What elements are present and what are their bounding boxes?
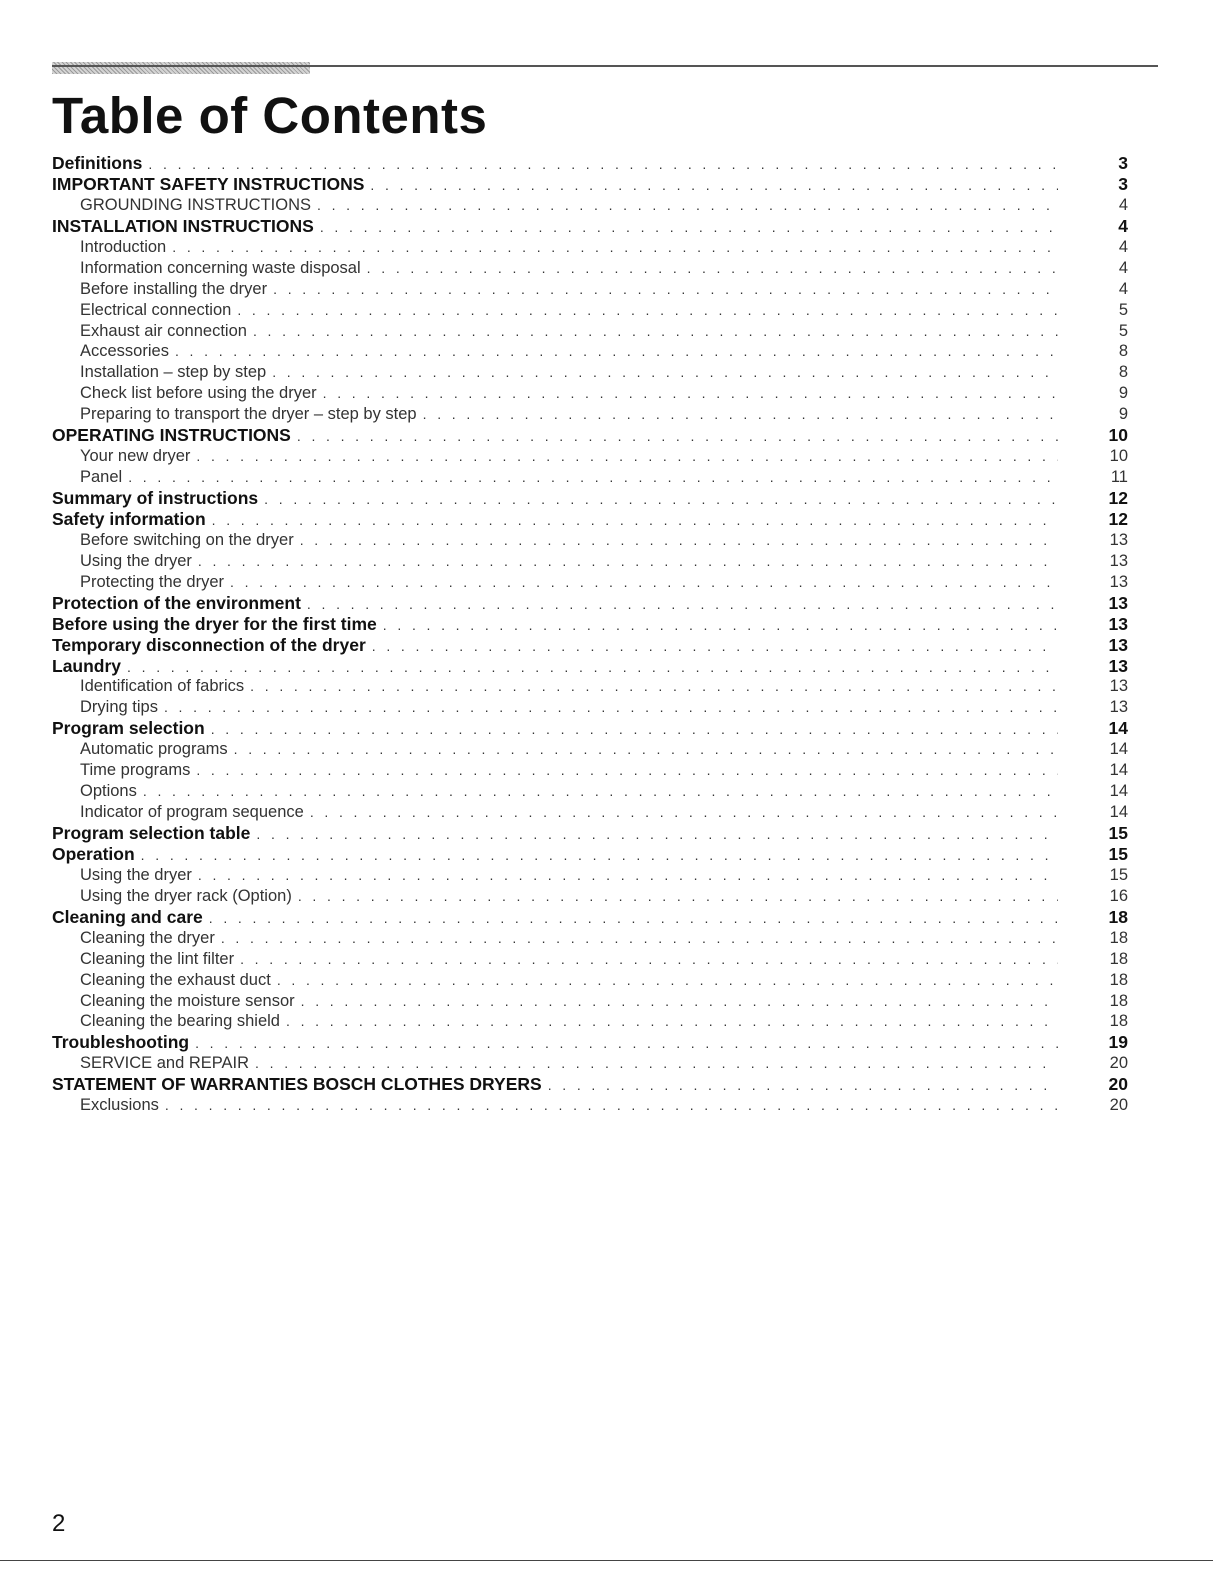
dot-leader (277, 970, 1058, 991)
toc-entry-page: 13 (1109, 698, 1128, 717)
toc-list (52, 153, 1128, 1116)
toc-entry-page: 3 (1118, 153, 1128, 173)
dot-leader (128, 467, 1058, 488)
toc-subentry[interactable] (52, 697, 1128, 718)
toc-subentry[interactable] (52, 1095, 1128, 1116)
toc-entry-page: 4 (1118, 195, 1128, 214)
toc-entry-title: Summary of instructions (52, 488, 259, 508)
toc-subentry[interactable] (52, 760, 1128, 781)
toc-entry[interactable] (52, 907, 1128, 928)
toc-subentry[interactable] (52, 781, 1128, 802)
toc-entry-title: Operation (52, 843, 135, 864)
toc-subentry[interactable] (52, 1011, 1128, 1032)
toc-entry-title: Protecting the dryer (80, 572, 224, 591)
dot-leader (196, 446, 1058, 467)
toc-entry-page: 10 (1109, 447, 1128, 466)
toc-entry-title: Check list before using the dryer (80, 384, 317, 403)
toc-subentry[interactable] (52, 258, 1128, 279)
toc-subentry[interactable] (52, 572, 1128, 593)
dot-leader (198, 551, 1058, 572)
toc-entry-title: Laundry (52, 655, 122, 676)
toc-entry-page: 8 (1118, 342, 1128, 361)
toc-entry-title: Using the dryer rack (Option) (80, 886, 292, 905)
dot-leader (221, 928, 1058, 949)
toc-entry-title: Preparing to transport the dryer – step by step (80, 405, 417, 424)
toc-entry-page: 20 (1108, 1074, 1128, 1095)
toc-entry-page: 4 (1118, 215, 1128, 236)
dot-leader (548, 1075, 1058, 1095)
header-bar (52, 62, 310, 74)
dot-leader (143, 781, 1058, 802)
toc-subentry[interactable] (52, 1053, 1128, 1074)
dot-leader (172, 237, 1058, 258)
toc-entry-page: 20 (1109, 1096, 1128, 1115)
dot-leader (307, 594, 1058, 614)
toc-entry-page: 4 (1118, 258, 1128, 277)
toc-entry-title: Installation – step by step (80, 363, 267, 382)
toc-entry-page: 12 (1108, 488, 1128, 508)
toc-entry-title: Identification of fabrics (80, 677, 245, 696)
dot-leader (323, 383, 1058, 404)
toc-subentry[interactable] (52, 739, 1128, 760)
toc-entry-title: Before switching on the dryer (80, 530, 294, 549)
toc-entry[interactable] (52, 488, 1128, 509)
toc-entry-title: IMPORTANT SAFETY INSTRUCTIONS (52, 173, 365, 194)
toc-entry-title: Protection of the environment (52, 592, 301, 613)
toc-subentry[interactable] (52, 383, 1128, 404)
dot-leader (175, 341, 1058, 362)
toc-entry-page: 11 (1110, 468, 1128, 487)
toc-entry[interactable] (52, 844, 1128, 865)
toc-subentry[interactable] (52, 237, 1128, 258)
dot-leader (240, 949, 1058, 970)
toc-entry-title: Indicator of program sequence (80, 803, 304, 822)
toc-subentry[interactable] (52, 551, 1128, 572)
toc-entry-page: 18 (1109, 970, 1128, 989)
toc-entry-title: Cleaning the moisture sensor (80, 991, 295, 1010)
toc-entry-page: 13 (1108, 655, 1128, 676)
bottom-rule (0, 1560, 1213, 1561)
toc-subentry[interactable] (52, 530, 1128, 551)
toc-subentry[interactable] (52, 195, 1128, 216)
dot-leader (367, 258, 1058, 279)
dot-leader (141, 845, 1058, 865)
toc-entry-page: 8 (1118, 363, 1128, 382)
dot-leader (234, 739, 1058, 760)
toc-entry-page: 5 (1118, 321, 1128, 340)
dot-leader (148, 154, 1058, 174)
toc-entry-title: Safety information (52, 508, 206, 529)
toc-entry-page: 16 (1109, 886, 1128, 905)
toc-entry-page: 18 (1109, 949, 1128, 968)
toc-entry-page: 13 (1109, 572, 1128, 591)
toc-entry-title: Troubleshooting (52, 1032, 190, 1053)
toc-entry-title: Before installing the dryer (80, 279, 268, 298)
toc-subentry[interactable] (52, 949, 1128, 970)
toc-entry-page: 12 (1108, 508, 1128, 529)
toc-entry-title: Introduction (80, 237, 167, 256)
page-number: 2 (52, 1510, 66, 1537)
toc-subentry[interactable] (52, 970, 1128, 991)
toc-entry-title: Program selection table (52, 823, 251, 843)
toc-entry-page: 15 (1109, 865, 1128, 884)
toc-subentry[interactable] (52, 676, 1128, 697)
toc-entry-page: 13 (1108, 634, 1128, 655)
toc-subentry[interactable] (52, 467, 1128, 488)
toc-entry-page: 14 (1109, 803, 1128, 822)
toc-subentry[interactable] (52, 404, 1128, 425)
toc-entry-title: GROUNDING INSTRUCTIONS (80, 195, 311, 214)
toc-entry-page: 5 (1118, 300, 1128, 319)
toc-entry-title: Cleaning the lint filter (80, 949, 235, 968)
toc-entry-page: 14 (1109, 782, 1128, 801)
toc-subentry[interactable] (52, 341, 1128, 362)
toc-entry[interactable] (52, 614, 1128, 635)
toc-entry-page: 14 (1109, 740, 1128, 759)
toc-entry-page: 19 (1108, 1032, 1128, 1053)
toc-entry-title: OPERATING INSTRUCTIONS (52, 425, 291, 446)
dot-leader (255, 1053, 1058, 1074)
dot-leader (164, 697, 1058, 718)
toc-entry-page: 18 (1109, 991, 1128, 1010)
toc-entry[interactable] (52, 823, 1128, 844)
toc-entry-page: 13 (1108, 613, 1128, 634)
toc-entry[interactable] (52, 425, 1128, 446)
toc-entry-page: 18 (1108, 906, 1128, 927)
dot-leader (264, 489, 1058, 509)
toc-entry-page: 15 (1108, 823, 1128, 843)
toc-subentry[interactable] (52, 886, 1128, 907)
toc-entry-title: Automatic programs (80, 740, 228, 759)
toc-entry-title: Using the dryer (80, 551, 192, 570)
dot-leader (372, 636, 1058, 656)
toc-entry-title: INSTALLATION INSTRUCTIONS (52, 215, 314, 236)
dot-leader (301, 991, 1058, 1012)
toc-entry-title: Exclusions (80, 1096, 159, 1115)
toc-entry-title: Accessories (80, 342, 169, 361)
toc-entry-page: 15 (1108, 843, 1128, 864)
page-title: Table of Contents (52, 87, 488, 144)
toc-entry[interactable] (52, 153, 1128, 174)
toc-entry-page: 4 (1118, 237, 1128, 256)
dot-leader (370, 175, 1058, 195)
toc-entry[interactable] (52, 635, 1128, 656)
toc-entry[interactable] (52, 216, 1128, 237)
toc-entry-page: 9 (1118, 384, 1128, 403)
toc-entry-title: Cleaning the exhaust duct (80, 970, 271, 989)
toc-entry-title: Drying tips (80, 698, 158, 717)
toc-subentry[interactable] (52, 362, 1128, 383)
toc-entry-page: 9 (1118, 405, 1128, 424)
toc-subentry[interactable] (52, 279, 1128, 300)
toc-entry-page: 18 (1109, 928, 1128, 947)
toc-entry-title: Options (80, 782, 137, 801)
dot-leader (286, 1011, 1058, 1032)
header-rule (52, 65, 1158, 67)
toc-entry-page: 4 (1118, 279, 1128, 298)
toc-entry-page: 18 (1109, 1012, 1128, 1031)
dot-leader (298, 886, 1058, 907)
dot-leader (230, 572, 1058, 593)
dot-leader (237, 300, 1058, 321)
toc-subentry[interactable] (52, 446, 1128, 467)
toc-entry[interactable] (52, 174, 1128, 195)
toc-subentry[interactable] (52, 802, 1128, 823)
toc-entry[interactable] (52, 509, 1128, 530)
dot-leader (211, 719, 1058, 739)
toc-subentry[interactable] (52, 300, 1128, 321)
dot-leader (297, 426, 1058, 446)
toc-entry-page: 13 (1108, 592, 1128, 613)
dot-leader (423, 404, 1058, 425)
toc-entry-title: Before using the dryer for the first time (52, 613, 377, 634)
dot-leader (209, 908, 1058, 928)
toc-entry-title: Cleaning and care (52, 906, 203, 927)
toc-entry-page: 13 (1109, 530, 1128, 549)
toc-entry-title: STATEMENT OF WARRANTIES BOSCH CLOTHES DRYERS (52, 1074, 542, 1095)
toc-entry[interactable] (52, 593, 1128, 614)
dot-leader (317, 195, 1058, 216)
dot-leader (310, 802, 1058, 823)
dot-leader (212, 510, 1058, 530)
toc-entry-page: 14 (1108, 718, 1128, 739)
toc-entry-title: Electrical connection (80, 300, 232, 319)
dot-leader (272, 362, 1058, 383)
toc-entry-title: Cleaning the dryer (80, 928, 215, 947)
toc-entry-title: SERVICE and REPAIR (80, 1054, 250, 1073)
toc-entry-title: Exhaust air connection (80, 321, 247, 340)
toc-subentry[interactable] (52, 865, 1128, 886)
toc-entry-title: Using the dryer (80, 865, 192, 884)
toc-entry-page: 13 (1109, 677, 1128, 696)
toc-entry[interactable] (52, 656, 1128, 677)
toc-entry-title: Cleaning the bearing shield (80, 1012, 280, 1031)
toc-entry-title: Program selection (52, 718, 205, 739)
toc-entry-title: Information concerning waste disposal (80, 258, 361, 277)
toc-entry[interactable] (52, 1032, 1128, 1053)
dot-leader (256, 824, 1058, 844)
dot-leader (250, 676, 1058, 697)
toc-entry-title: Panel (80, 468, 123, 487)
toc-entry-page: 10 (1108, 425, 1128, 446)
toc-entry-page: 3 (1118, 173, 1128, 194)
dot-leader (300, 530, 1058, 551)
dot-leader (165, 1095, 1058, 1116)
dot-leader (196, 760, 1058, 781)
toc-entry-page: 14 (1109, 761, 1128, 780)
dot-leader (198, 865, 1058, 886)
toc-entry-page: 20 (1109, 1054, 1128, 1073)
dot-leader (383, 615, 1058, 635)
dot-leader (253, 321, 1058, 342)
dot-leader (273, 279, 1058, 300)
toc-entry-title: Definitions (52, 153, 143, 173)
dot-leader (195, 1033, 1058, 1053)
toc-entry-title: Your new dryer (80, 447, 191, 466)
toc-entry-title: Temporary disconnection of the dryer (52, 634, 366, 655)
toc-entry-title: Time programs (80, 761, 191, 780)
toc-entry[interactable] (52, 718, 1128, 739)
toc-subentry[interactable] (52, 928, 1128, 949)
dot-leader (320, 217, 1058, 237)
dot-leader (127, 657, 1058, 677)
toc-entry-page: 13 (1109, 551, 1128, 570)
toc-subentry[interactable] (52, 321, 1128, 342)
toc-subentry[interactable] (52, 991, 1128, 1012)
toc-entry[interactable] (52, 1074, 1128, 1095)
